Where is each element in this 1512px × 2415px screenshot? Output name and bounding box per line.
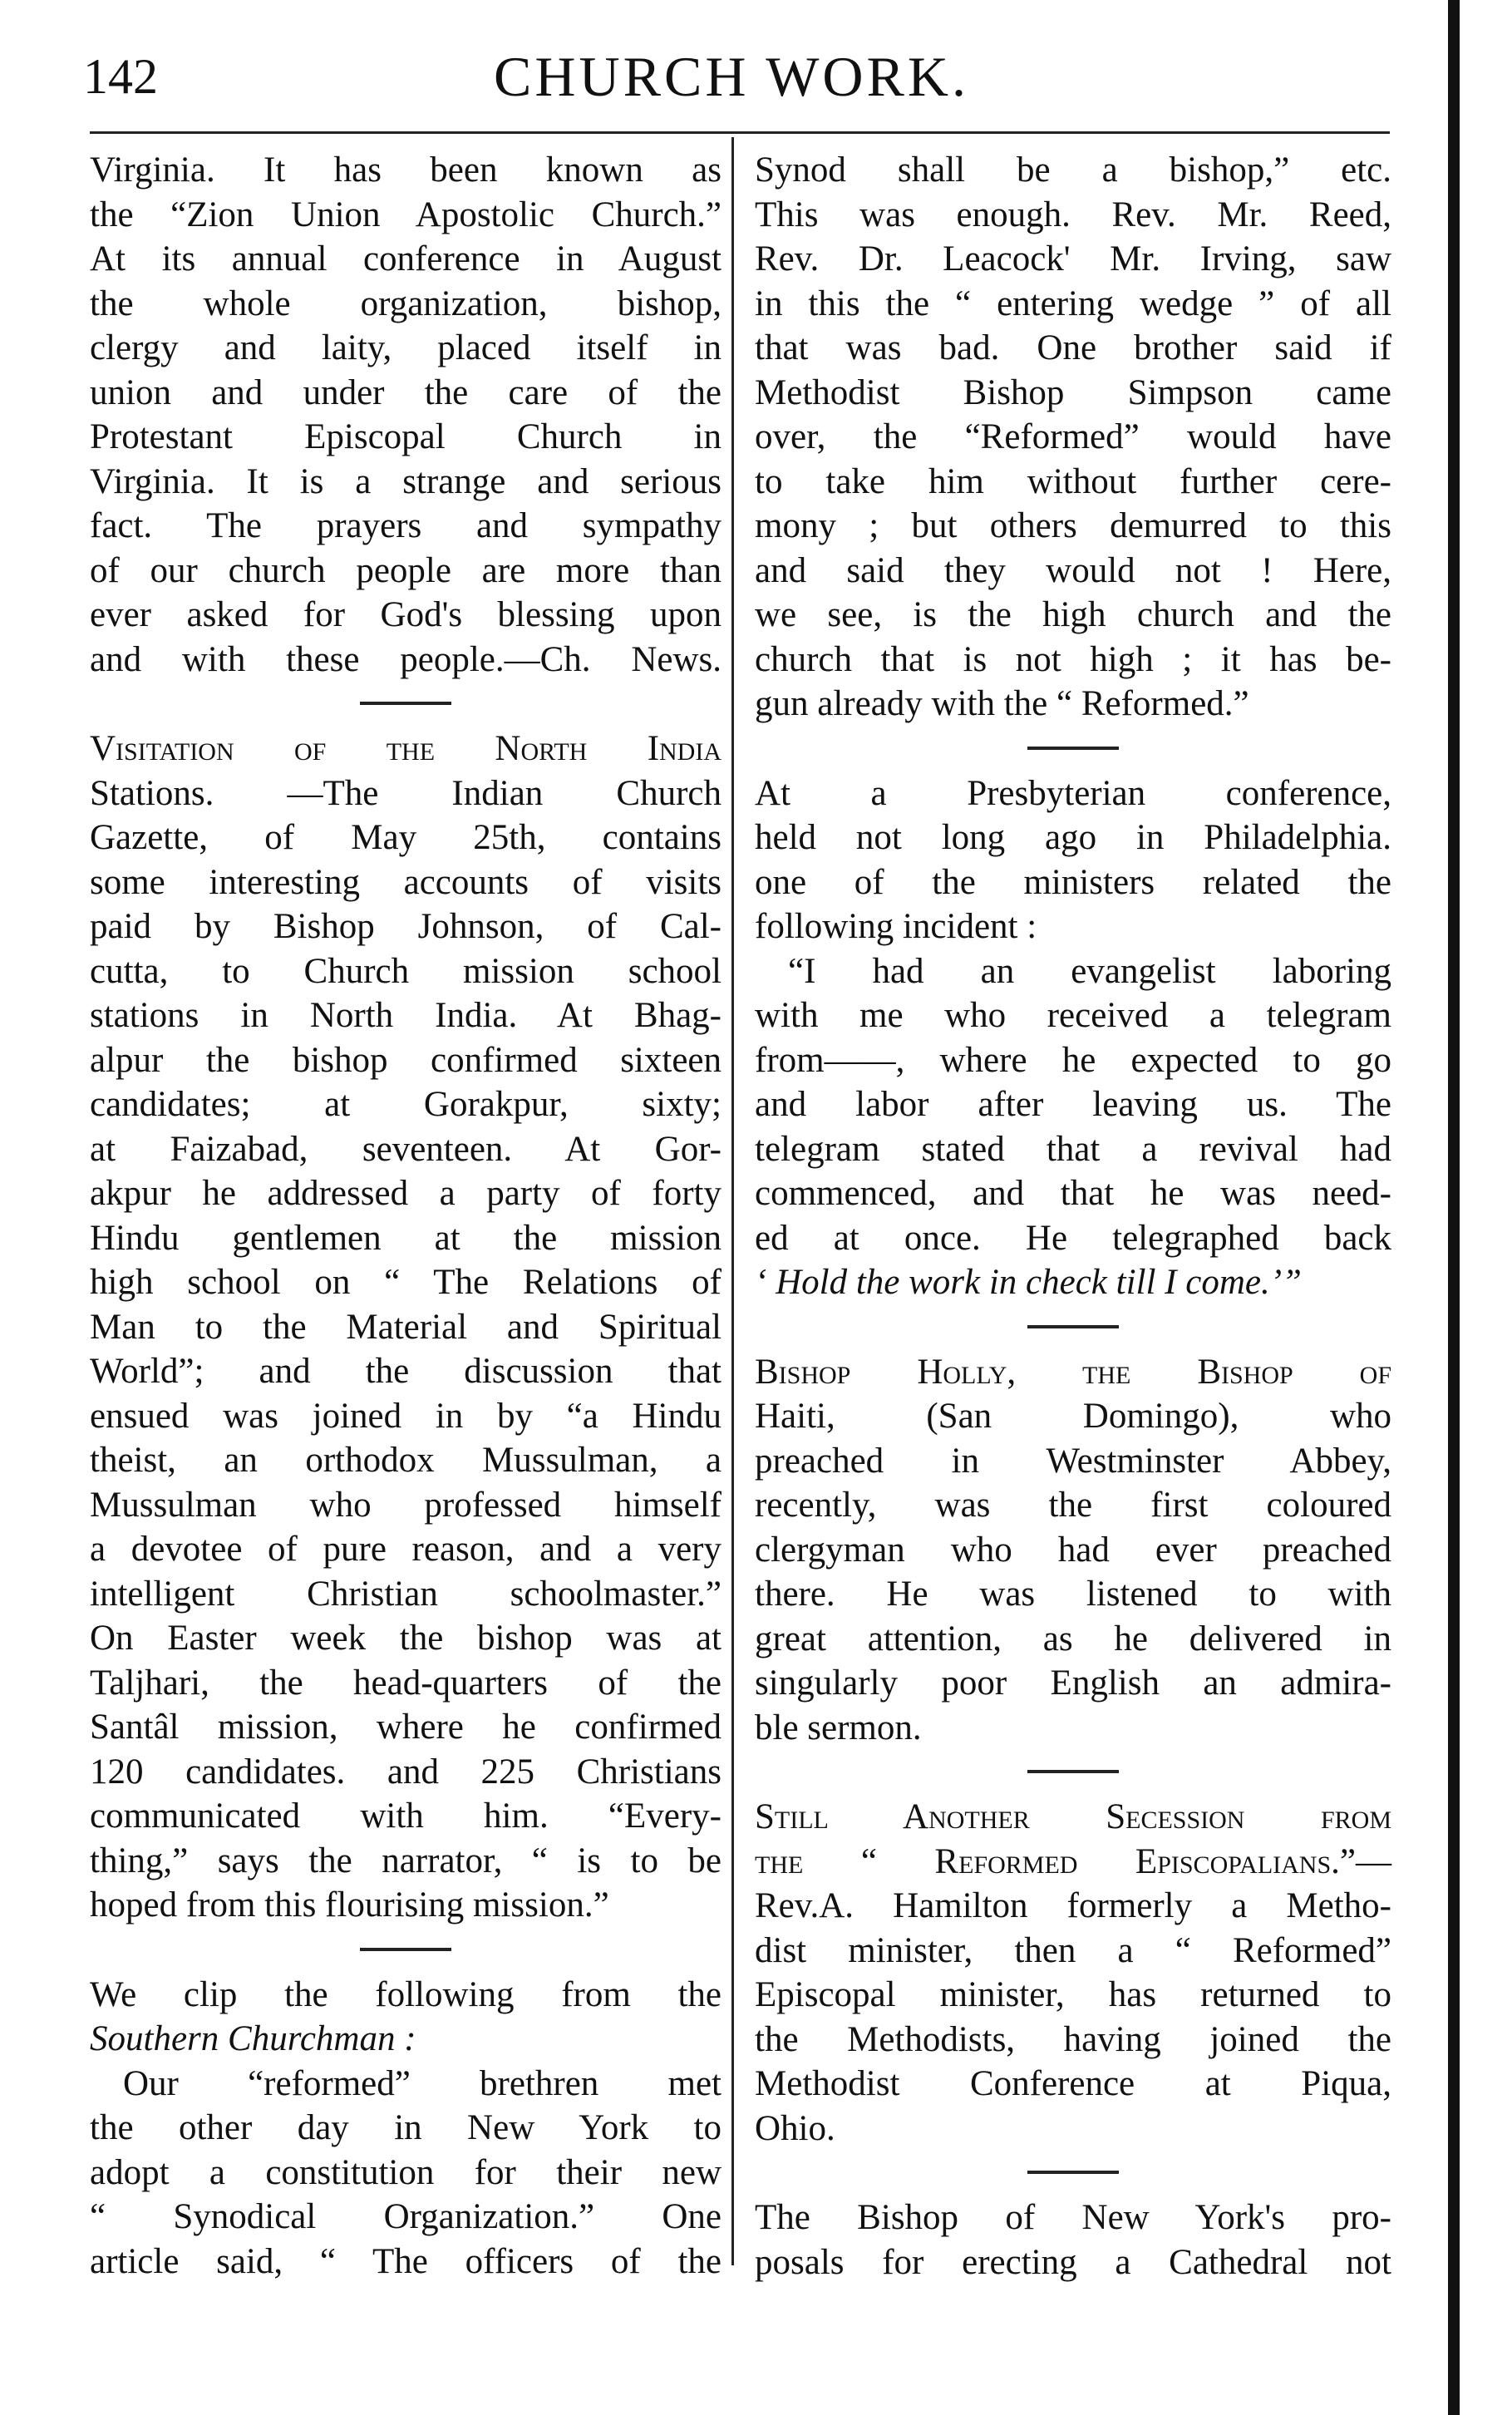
- text-line: paid by Bishop Johnson, of Cal-: [90, 907, 722, 946]
- section-separator: [755, 1305, 1391, 1350]
- text-line: clergy and laity, placed itself in: [90, 328, 722, 367]
- text-line: in this the “ entering wedge ” of all: [755, 283, 1391, 323]
- text-line: Rev. Dr. Leacock' Mr. Irving, saw: [755, 239, 1391, 278]
- text-line: Methodist Bishop Simpson came: [755, 372, 1391, 412]
- text-line: At its annual conference in August: [90, 239, 722, 278]
- section-heading: the “ Reformed Episcopalians.”—: [755, 1841, 1391, 1881]
- text-line: Ohio.: [755, 2108, 835, 2148]
- text-line: one of the ministers related the: [755, 862, 1391, 902]
- page-number: 142: [83, 49, 158, 104]
- text-line: with me who received a telegram: [755, 996, 1391, 1035]
- text-line: article said, “ The officers of the: [90, 2241, 722, 2281]
- text-line: alpur the bishop confirmed sixteen: [90, 1040, 722, 1080]
- text-line: and said they would not ! Here,: [755, 550, 1391, 590]
- text-line: candidates; at Gorakpur, sixty;: [90, 1085, 722, 1124]
- text-line: dist minister, then a “ Reformed”: [755, 1930, 1391, 1970]
- text-line: 120 candidates. and 225 Christians: [90, 1752, 722, 1792]
- section-separator: [755, 727, 1391, 771]
- text-line: union and under the care of the: [90, 372, 722, 412]
- text-line: a devotee of pure reason, and a very: [90, 1530, 722, 1569]
- text-line: fact. The prayers and sympathy: [90, 506, 722, 545]
- text-line: ed at once. He telegraphed back: [755, 1218, 1391, 1258]
- text-line: telegram stated that a revival had: [755, 1129, 1391, 1169]
- text-line: hoped from this flourising mission.”: [90, 1885, 609, 1925]
- text-line: Haiti, (San Domingo), who: [755, 1397, 1391, 1436]
- text-line: singularly poor English an admira-: [755, 1663, 1391, 1703]
- text-line: ‘ Hold the work in check till I come.’”: [755, 1263, 1302, 1302]
- header-rule: [90, 131, 1390, 134]
- text-line: Protestant Episcopal Church in: [90, 417, 722, 456]
- text-line: we see, is the high church and the: [755, 595, 1391, 634]
- text-line: posals for erecting a Cathedral not: [755, 2242, 1391, 2282]
- section-separator: [755, 1750, 1391, 1795]
- text-line: “ Synodical Organization.” One: [90, 2197, 722, 2236]
- text-line: Our “reformed” brethren met: [123, 2063, 722, 2103]
- text-line: adopt a constitution for their new: [90, 2152, 722, 2192]
- section-heading: Bishop Holly, the Bishop of: [755, 1352, 1391, 1392]
- text-line: the whole organization, bishop,: [90, 283, 722, 323]
- text-line: the “Zion Union Apostolic Church.”: [90, 195, 722, 234]
- text-line: intelligent Christian schoolmaster.”: [90, 1574, 722, 1614]
- text-line: thing,” says the narrator, “ is to be: [90, 1841, 722, 1880]
- text-line: held not long ago in Philadelphia.: [755, 818, 1391, 857]
- right-column: [755, 148, 1391, 2284]
- text-line: We clip the following from the: [90, 1974, 722, 2014]
- text-line: At a Presbyterian conference,: [755, 773, 1391, 813]
- text-line: ble sermon.: [755, 1708, 922, 1747]
- text-line: great attention, as he delivered in: [755, 1619, 1391, 1658]
- text-line: to take him without further cere-: [755, 461, 1391, 501]
- page-edge: [1448, 0, 1460, 2415]
- text-line: communicated with him. “Every-: [90, 1796, 722, 1836]
- left-column: [90, 148, 722, 2284]
- text-line: Virginia. It has been known as: [90, 150, 722, 190]
- text-line: Virginia. It is a strange and serious: [90, 461, 722, 501]
- text-line: at Faizabad, seventeen. At Gor-: [90, 1129, 722, 1169]
- text-line: over, the “Reformed” would have: [755, 417, 1391, 456]
- text-line: and with these people.—Ch. News.: [90, 639, 722, 679]
- text-line: Episcopal minister, has returned to: [755, 1975, 1391, 2014]
- text-line: mony ; but others demurred to this: [755, 506, 1391, 545]
- text-line: The Bishop of New York's pro-: [755, 2198, 1391, 2237]
- text-line: commenced, and that he was need-: [755, 1174, 1391, 1213]
- text-line: Santâl mission, where he confirmed: [90, 1708, 722, 1747]
- page-title: CHURCH WORK.: [494, 45, 969, 108]
- text-line: high school on “ The Relations of: [90, 1263, 722, 1302]
- text-line: and labor after leaving us. The: [755, 1085, 1391, 1124]
- text-line: Hindu gentlemen at the mission: [90, 1218, 722, 1258]
- section-separator: [755, 2151, 1391, 2196]
- text-line: from——, where he expected to go: [755, 1040, 1391, 1080]
- text-line: ensued was joined in by “a Hindu: [90, 1396, 722, 1436]
- text-line: On Easter week the bishop was at: [90, 1619, 722, 1658]
- section-heading: Still Another Secession from: [755, 1797, 1391, 1836]
- text-line: akpur he addressed a party of forty: [90, 1174, 722, 1213]
- text-line: Mussulman who professed himself: [90, 1485, 722, 1525]
- text-line: theist, an orthodox Mussulman, a: [90, 1441, 722, 1480]
- text-line: the other day in New York to: [90, 2108, 722, 2147]
- text-line: Gazette, of May 25th, contains: [90, 818, 722, 857]
- text-line: Southern Churchman :: [90, 2019, 416, 2058]
- text-line: This was enough. Rev. Mr. Reed,: [755, 195, 1391, 234]
- text-line: cutta, to Church mission school: [90, 951, 722, 991]
- text-line: church that is not high ; it has be-: [755, 639, 1391, 679]
- text-line: some interesting accounts of visits: [90, 862, 722, 902]
- section-heading: Visitation of the North India: [90, 729, 722, 768]
- column-divider: [731, 137, 734, 2265]
- text-line: World”; and the discussion that: [90, 1352, 722, 1391]
- text-line: ever asked for God's blessing upon: [90, 595, 722, 634]
- text-line: Taljhari, the head-quarters of the: [90, 1663, 722, 1703]
- section-separator: [90, 1928, 722, 1973]
- text-line: clergyman who had ever preached: [755, 1530, 1391, 1570]
- text-line: Man to the Material and Spiritual: [90, 1307, 722, 1347]
- text-line: Stations. —The Indian Church: [90, 773, 722, 813]
- text-line: Synod shall be a bishop,” etc.: [755, 150, 1391, 190]
- text-line: Methodist Conference at Piqua,: [755, 2064, 1391, 2103]
- text-line: stations in North India. At Bhag-: [90, 996, 722, 1035]
- text-line: “I had an evangelist laboring: [788, 951, 1391, 991]
- text-line: of our church people are more than: [90, 550, 722, 590]
- text-line: there. He was listened to with: [755, 1575, 1391, 1614]
- text-line: preached in Westminster Abbey,: [755, 1441, 1391, 1481]
- text-line: Rev.A. Hamilton formerly a Metho-: [755, 1886, 1391, 1925]
- section-separator: [90, 682, 722, 727]
- text-line: gun already with the “ Reformed.”: [755, 684, 1249, 723]
- text-line: that was bad. One brother said if: [755, 328, 1391, 367]
- text-line: following incident :: [755, 907, 1037, 946]
- text-line: recently, was the first coloured: [755, 1486, 1391, 1525]
- text-line: the Methodists, having joined the: [755, 2019, 1391, 2059]
